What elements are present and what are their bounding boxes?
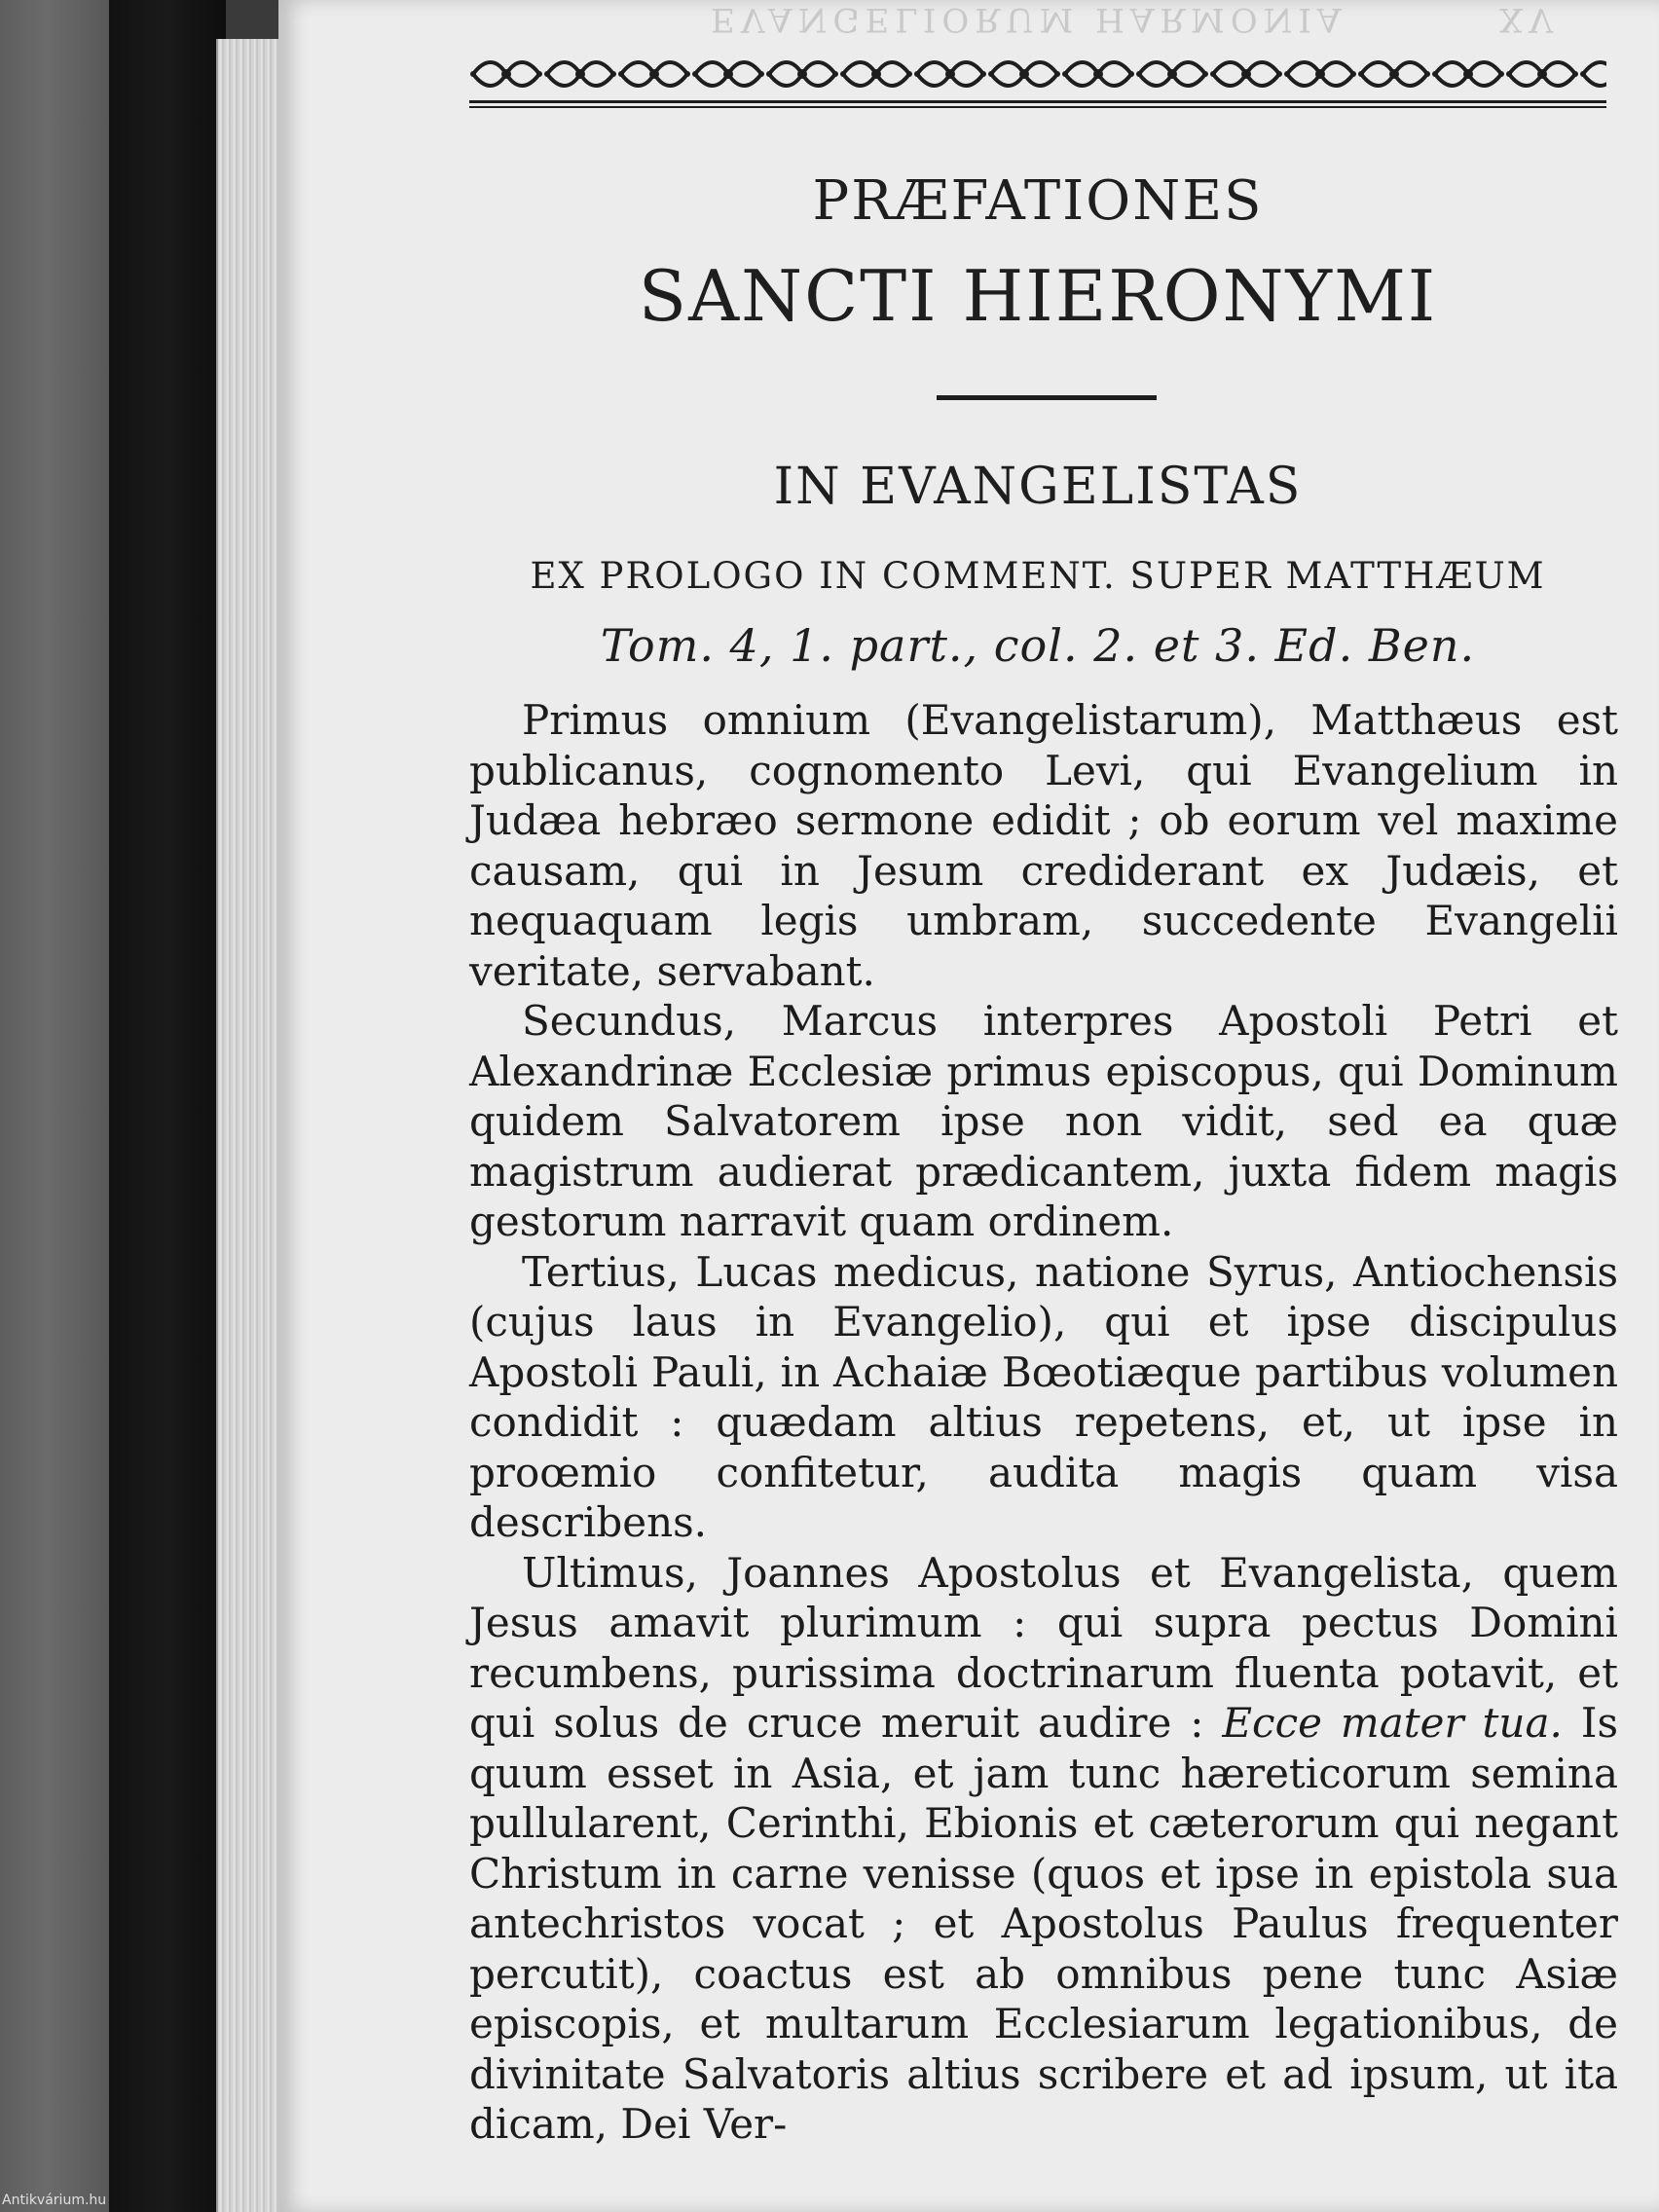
page-edges — [216, 39, 286, 2212]
section-heading: IN EVANGELISTAS — [773, 458, 1303, 516]
paragraph-3: Tertius, Lucas medicus, natione Syrus, Antiochensis (cujus laus in Evangelio), qui et ipse discipulus Apostoli Pauli, in Achaiæ Bœotiæque partibus volumen condidit : quædam altius repetens, et, ut ipse in proœmio confitetur, audita magis quam visa describens. — [469, 1247, 1618, 1546]
paragraph-4 — [469, 1548, 1618, 2150]
body-text — [469, 695, 1618, 2150]
paragraph-2: Secundus, Marcus interpres Apostoli Petri et Alexandrinæ Ecclesiæ primus episcopus, qui Dominum quidem Salvatorem ipse non vidit, sed ea quæ magistrum audierat prædicantem, juxta fidem magis gestorum narravit quam ordinem. — [469, 997, 1618, 1245]
paragraph-4-start: Ultimus, Joannes Apostolus et Evangelista, quem Jesus amavit plurimum : qui supra pectus Domini recumbens, purissima doctrinarum fluenta potavit, et qui solus de cruce meruit audire : — [469, 1548, 1618, 1747]
bleed-header-text: EVANGELIORUM HARMONIA — [711, 0, 1347, 39]
paragraph-4-quote: Ecce mater tua. — [1222, 1699, 1563, 1747]
watermark: Antikvárium.hu — [2, 2193, 107, 2208]
paragraph-4-end: Is quum esset in Asia, et jam tunc hæreticorum semina pullularent, Cerinthi, Ebionis et cæterorum qui negant Christum in carne venisse (quos et ipse in epistola sua antechristos vocat ; et Apostolus Paulus frequenter percutit), coactus est ab omnibus pene tunc Asiæ episcopis, et multarum Ecclesiarum legationibus, de divinitate Salvatoris altius scribere et ad ipsum, ut ita dicam, Dei Ver- — [469, 1699, 1619, 2148]
title-rule — [937, 395, 1157, 400]
title-line-2: SANCTI HIERONYMI — [638, 255, 1438, 337]
section-reference: Tom. 4, 1. part., col. 2. et 3. Ed. Ben. — [600, 619, 1476, 672]
ornamental-band — [469, 55, 1606, 109]
book-cover-edge — [109, 0, 226, 2212]
paragraph-1: Primus omnium (Evangelistarum), Matthæus est publicanus, cognomento Levi, qui Evangelium in Judæa hebræo sermone edidit ; ob eorum vel maxime causam, qui in Jesum crediderant ex Judæis, et nequaquam legis umbram, succedente Evangelii veritate, servabant. — [469, 696, 1618, 995]
bleed-through-header — [711, 0, 1559, 39]
bleed-header-number: XV — [1499, 0, 1559, 39]
section-subheading: EX PROLOGO IN COMMENT. SUPER MATTHÆUM — [530, 555, 1546, 597]
title-line-1: PRÆFATIONES — [812, 169, 1264, 233]
background-surface — [0, 0, 117, 2212]
